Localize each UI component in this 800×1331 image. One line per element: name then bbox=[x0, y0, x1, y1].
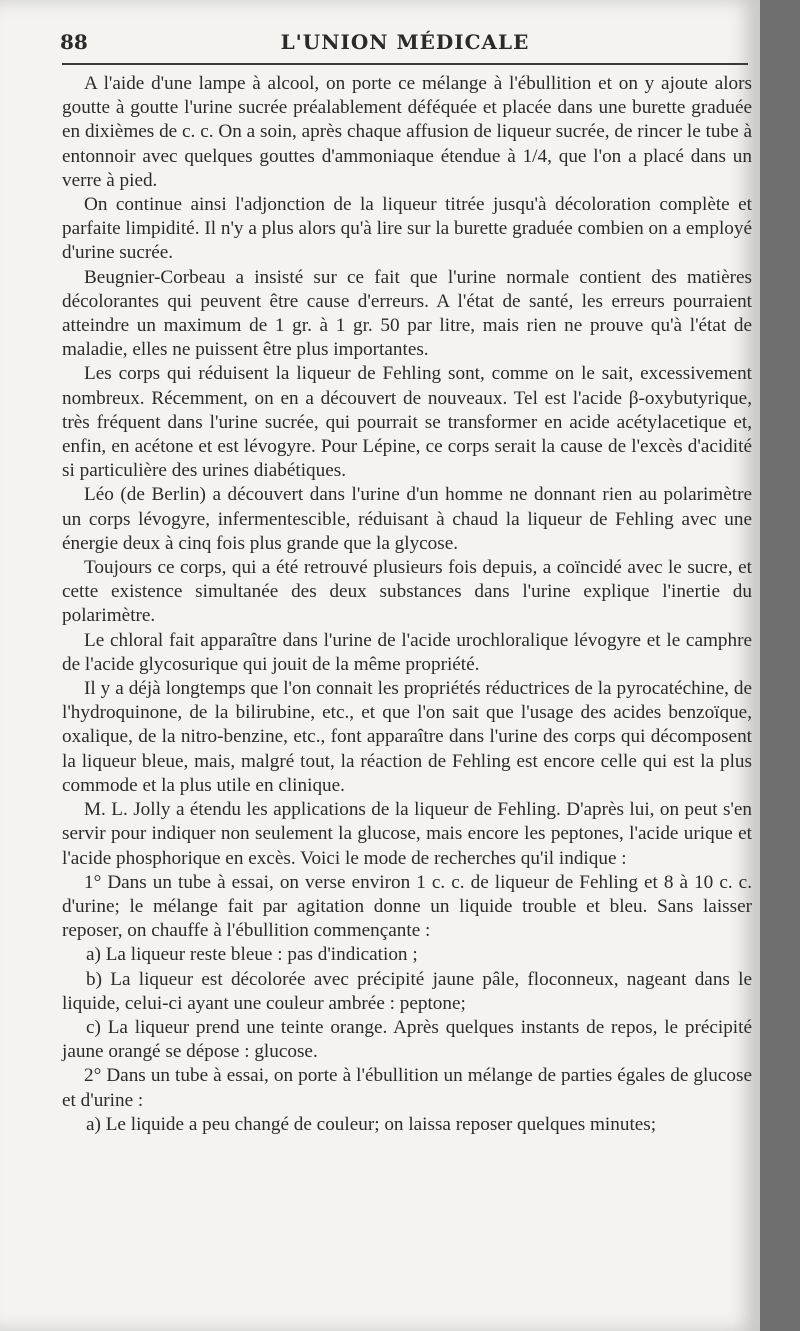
paragraph: Il y a déjà longtemps que l'on connait les propriétés réductrices de la pyrocatéchine, de l'hydroquinone, de la bilirubine, etc., et que l'on sait que l'usage des acides benzoïque, oxalique, de la nitro-benzine, etc., font apparaître dans l'urine des corps qui décomposent la liqueur bleue, mais, malgré tout, la réaction de Fehling est encore celle qui est la plus commode et la plus utile en clinique. bbox=[62, 678, 752, 796]
paragraph: 1° Dans un tube à essai, on verse environ 1 c. c. de liqueur de Fehling et 8 à 10 c. c. d'urine; le mélange fait par agitation donne un liquide trouble et bleu. Sans laisser reposer, on chauffe à l'ébullition commençante : bbox=[62, 871, 752, 942]
list-item: c) La liqueur prend une teinte orange. Après quelques instants de repos, le précipité jaune orangé se dépose : glucose. bbox=[62, 1016, 752, 1063]
paragraph: Léo (de Berlin) a découvert dans l'urine d'un homme ne donnant rien au polarimètre un corps lévogyre, infermentescible, réduisant à chaud la liqueur de Fehling avec une énergie deux à cinq fois plus grande que la glycose. bbox=[62, 484, 752, 554]
list-item: a) Le liquide a peu changé de couleur; on laissa reposer quelques minutes; bbox=[86, 1113, 657, 1135]
paragraph: Toujours ce corps, qui a été retrouvé plusieurs fois depuis, a coïncidé avec le sucre, et cette existence simultanée des deux substances dans l'urine explique l'inertie du polarimètre. bbox=[62, 557, 752, 627]
paragraph: On continue ainsi l'adjonction de la liqueur titrée jusqu'à décoloration complète et parfaite limpidité. Il n'y a plus alors qu'à lire sur la burette graduée combien on a employé d'urine sucrée. bbox=[62, 194, 752, 264]
running-title: L'UNION MÉDICALE bbox=[280, 30, 530, 54]
header-rule bbox=[62, 63, 748, 65]
list-item: a) La liqueur reste bleue : pas d'indication ; bbox=[86, 944, 418, 966]
paragraph: M. L. Jolly a étendu les applications de la liqueur de Fehling. D'après lui, on peut s'en servir pour indiquer non seulement la glucose, mais encore les peptones, l'acide urique et l'acide phosphorique en excès. Voici le mode de recherches qu'il indique : bbox=[62, 799, 752, 869]
list-item: b) La liqueur est décolorée avec précipité jaune pâle, floconneux, nageant dans le liquide, celui-ci ayant une couleur ambrée : peptone; bbox=[62, 968, 752, 1014]
paragraph: 2° Dans un tube à essai, on porte à l'ébullition un mélange de parties égales de glucose et d'urine : bbox=[62, 1065, 752, 1111]
paragraph: Les corps qui réduisent la liqueur de Fehling sont, comme on le sait, excessivement nombreux. Récemment, on en a découvert de nouveaux. Tel est l'acide β-oxybutyrique, très fréquent dans l'urine sucrée, qui pourrait se transformer en acide acétylacetique et, enfin, en acétone et est lévogyre. Pour Lépine, ce corps serait la cause de l'excès d'acidité si particulière des urines diabétiques. bbox=[62, 363, 752, 482]
paragraph: Beugnier-Corbeau a insisté sur ce fait que l'urine normale contient des matières décolorantes qui peuvent être cause d'erreurs. A l'état de santé, les erreurs pourraient atteindre un maximum de 1 gr. à 1 gr. 50 par litre, mais rien ne prouve qu'à l'état de maladie, elles ne puissent être plus importantes. bbox=[62, 266, 752, 361]
paragraph: A l'aide d'une lampe à alcool, on porte ce mélange à l'ébullition et on y ajoute alors goutte à goutte l'urine sucrée préalablement déféquée et placée dans une burette graduée en dixièmes de c. c. On a soin, après chaque affusion de liqueur sucrée, de rincer le tube à entonnoir avec quelques gouttes d'ammoniaque étendue à 1/4, que l'on a placé dans un verre à pied. bbox=[62, 73, 752, 191]
body-text bbox=[62, 72, 752, 1137]
paragraph: Le chloral fait apparaître dans l'urine de l'acide urochloralique lévogyre et le camphre de l'acide glycosurique qui jouit de la même propriété. bbox=[62, 629, 752, 675]
page-number: 88 bbox=[60, 30, 88, 54]
page-header bbox=[60, 30, 750, 60]
